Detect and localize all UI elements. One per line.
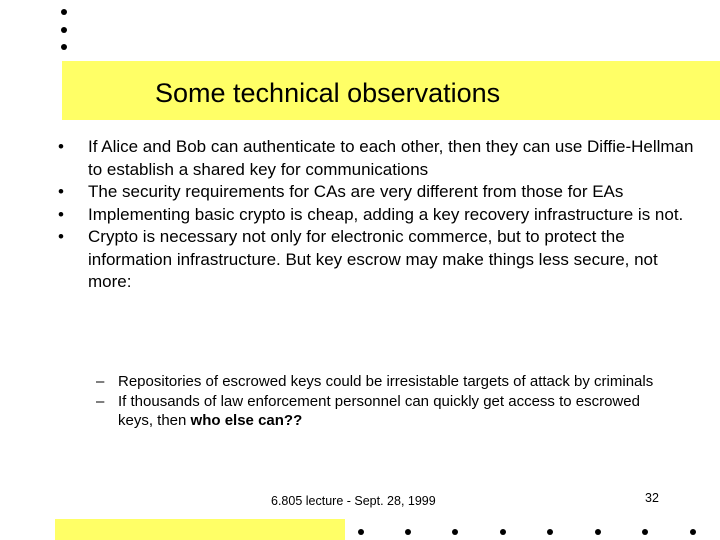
decorative-dot bbox=[405, 529, 411, 535]
slide-title: Some technical observations bbox=[155, 78, 501, 108]
sub-bullet-item bbox=[96, 372, 676, 392]
bullet-marker: • bbox=[58, 204, 64, 224]
decorative-dot bbox=[595, 529, 601, 535]
sub-bullet-text: If thousands of law enforcement personnel can quickly get access to escrowed keys, then bbox=[118, 392, 640, 429]
bullet-marker: • bbox=[58, 182, 64, 201]
bullet-text: Implementing basic crypto is cheap, adding a key recovery infrastructure is not. bbox=[88, 204, 684, 224]
bullet-item bbox=[58, 204, 698, 227]
bullet-item bbox=[58, 181, 698, 204]
page-number: 32 bbox=[645, 491, 659, 505]
decorative-dot bbox=[642, 529, 648, 535]
bullet-text: If Alice and Bob can authenticate to each other, then they can use Diffie-Hellman to establish a shared key for communications bbox=[88, 137, 694, 179]
decorative-dot bbox=[61, 27, 67, 33]
bullet-text: Crypto is necessary not only for electronic commerce, but to protect the information infrastructure. But key escrow may make things less secure, not more: bbox=[88, 227, 658, 291]
sub-bullet-marker: – bbox=[96, 392, 105, 410]
decorative-dot bbox=[61, 9, 67, 15]
bullet-item bbox=[58, 136, 698, 181]
slide-footer: 6.805 lecture - Sept. 28, 1999 bbox=[271, 494, 436, 508]
bullet-list bbox=[58, 136, 698, 294]
sub-bullet-list bbox=[96, 372, 676, 431]
sub-bullet-emphasis: who else can?? bbox=[190, 412, 303, 429]
sub-bullet-marker: – bbox=[96, 373, 105, 390]
decorative-dot bbox=[61, 44, 67, 50]
decorative-dot bbox=[452, 529, 458, 535]
decorative-dot bbox=[358, 529, 364, 535]
decorative-dot bbox=[690, 529, 696, 535]
decorative-dot bbox=[547, 529, 553, 535]
bullet-marker: • bbox=[58, 227, 64, 246]
sub-bullet-item bbox=[96, 392, 676, 431]
decorative-dot bbox=[500, 529, 506, 535]
bullet-marker: • bbox=[58, 137, 64, 156]
sub-bullet-text: Repositories of escrowed keys could be irresistable targets of attack by criminals bbox=[118, 373, 654, 390]
bottom-decorative-bar bbox=[55, 519, 345, 540]
bullet-item bbox=[58, 226, 698, 294]
bullet-text: The security requirements for CAs are very different from those for EAs bbox=[88, 182, 624, 201]
